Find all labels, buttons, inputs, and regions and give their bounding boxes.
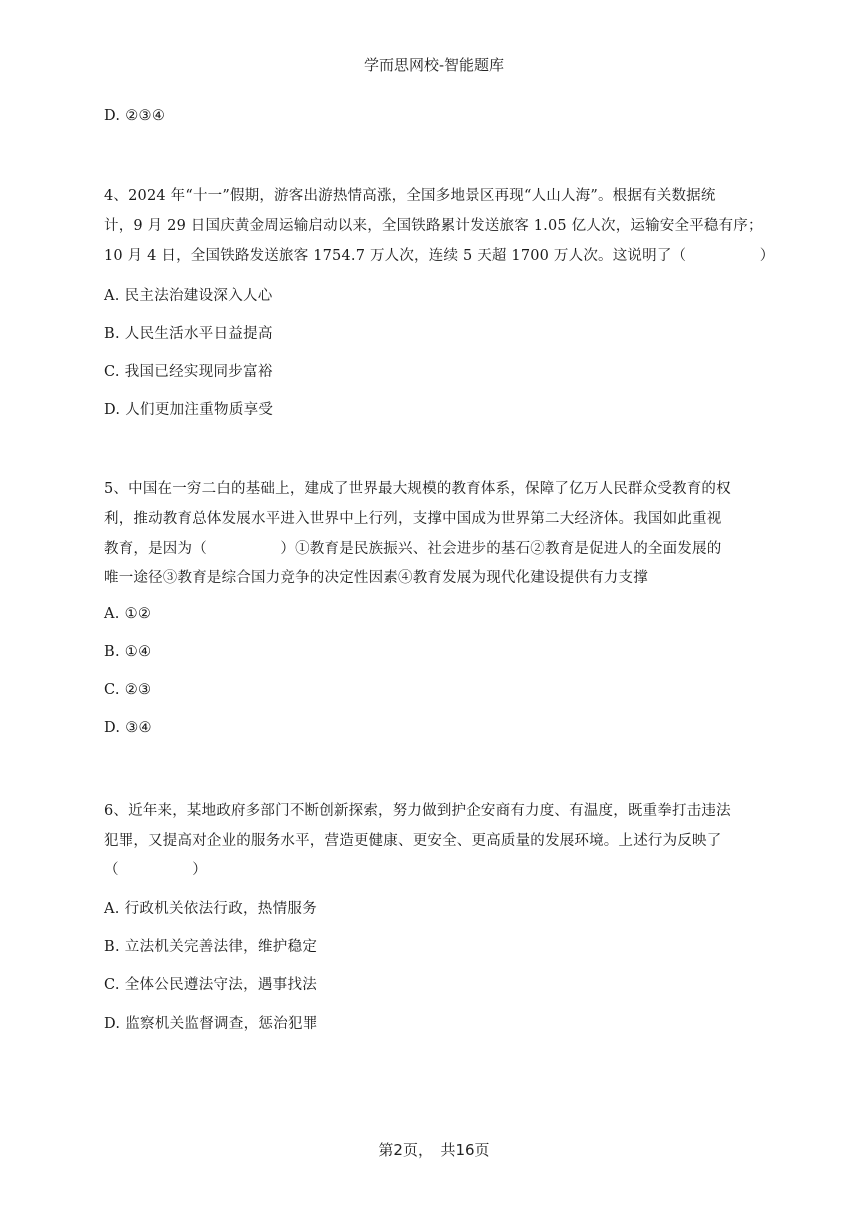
q6-line-1: 6、近年来，某地政府多部门不断创新探索，努力做到护企安商有力度、有温度，既重拳打击违法 xyxy=(104,803,731,819)
q5-line-1: 5、中国在一穷二白的基础上，建成了世界最大规模的教育体系，保障了亿万人民群众受教育的权 xyxy=(104,481,731,497)
page-footer-number: 第2页， 共16页 xyxy=(378,1141,490,1159)
q6-option-d: D. 监察机关监督调查，惩治犯罪 xyxy=(104,1016,318,1032)
q4-option-b: B. 人民生活水平日益提高 xyxy=(104,326,273,342)
q5-option-d: D. ③④ xyxy=(104,720,152,736)
q6-option-b: B. 立法机关完善法律，维护稳定 xyxy=(104,939,318,955)
q5-line-4: 唯一途径③教育是综合国力竞争的决定性因素④教育发展为现代化建设提供有力支撑 xyxy=(104,570,648,586)
q4-line-1: 4、2024 年“十一”假期，游客出游热情高涨，全国多地景区再现“人山人海”。根据有关数据统 xyxy=(104,188,716,204)
q6-line-2: 犯罪，又提高对企业的服务水平，营造更健康、更安全、更高质量的发展环境。上述行为反映了 xyxy=(104,833,722,849)
q4-option-a: A. 民主法治建设深入人心 xyxy=(104,288,273,304)
q5-option-a: A. ①② xyxy=(104,606,152,622)
q6-line-3: （ ） xyxy=(104,862,207,878)
q4-line-3: 10 月 4 日，全国铁路发送旅客 1754.7 万人次，连续 5 天超 1700 万人次。这说明了（ ） xyxy=(104,248,775,264)
q5-option-b: B. ①④ xyxy=(104,644,152,660)
q5-line-2: 利，推动教育总体发展水平进入世界中上行列，支撑中国成为世界第二大经济体。我国如此重视 xyxy=(104,511,722,527)
prev-option-d: D. ②③④ xyxy=(104,108,166,124)
q5-option-c: C. ②③ xyxy=(104,682,152,698)
q5-line-3: 教育，是因为（ ）①教育是民族振兴、社会进步的基石②教育是促进人的全面发展的 xyxy=(104,541,722,557)
page-header-title: 学而思网校-智能题库 xyxy=(363,56,505,74)
q4-option-d: D. 人们更加注重物质享受 xyxy=(104,402,274,418)
q6-option-a: A. 行政机关依法行政，热情服务 xyxy=(104,901,317,917)
q4-option-c: C. 我国已经实现同步富裕 xyxy=(104,364,273,380)
q6-option-c: C. 全体公民遵法守法，遇事找法 xyxy=(104,977,318,993)
q4-line-2: 计，9 月 29 日国庆黄金周运输启动以来，全国铁路累计发送旅客 1.05 亿人次，运输安全平稳有序； xyxy=(104,218,763,234)
